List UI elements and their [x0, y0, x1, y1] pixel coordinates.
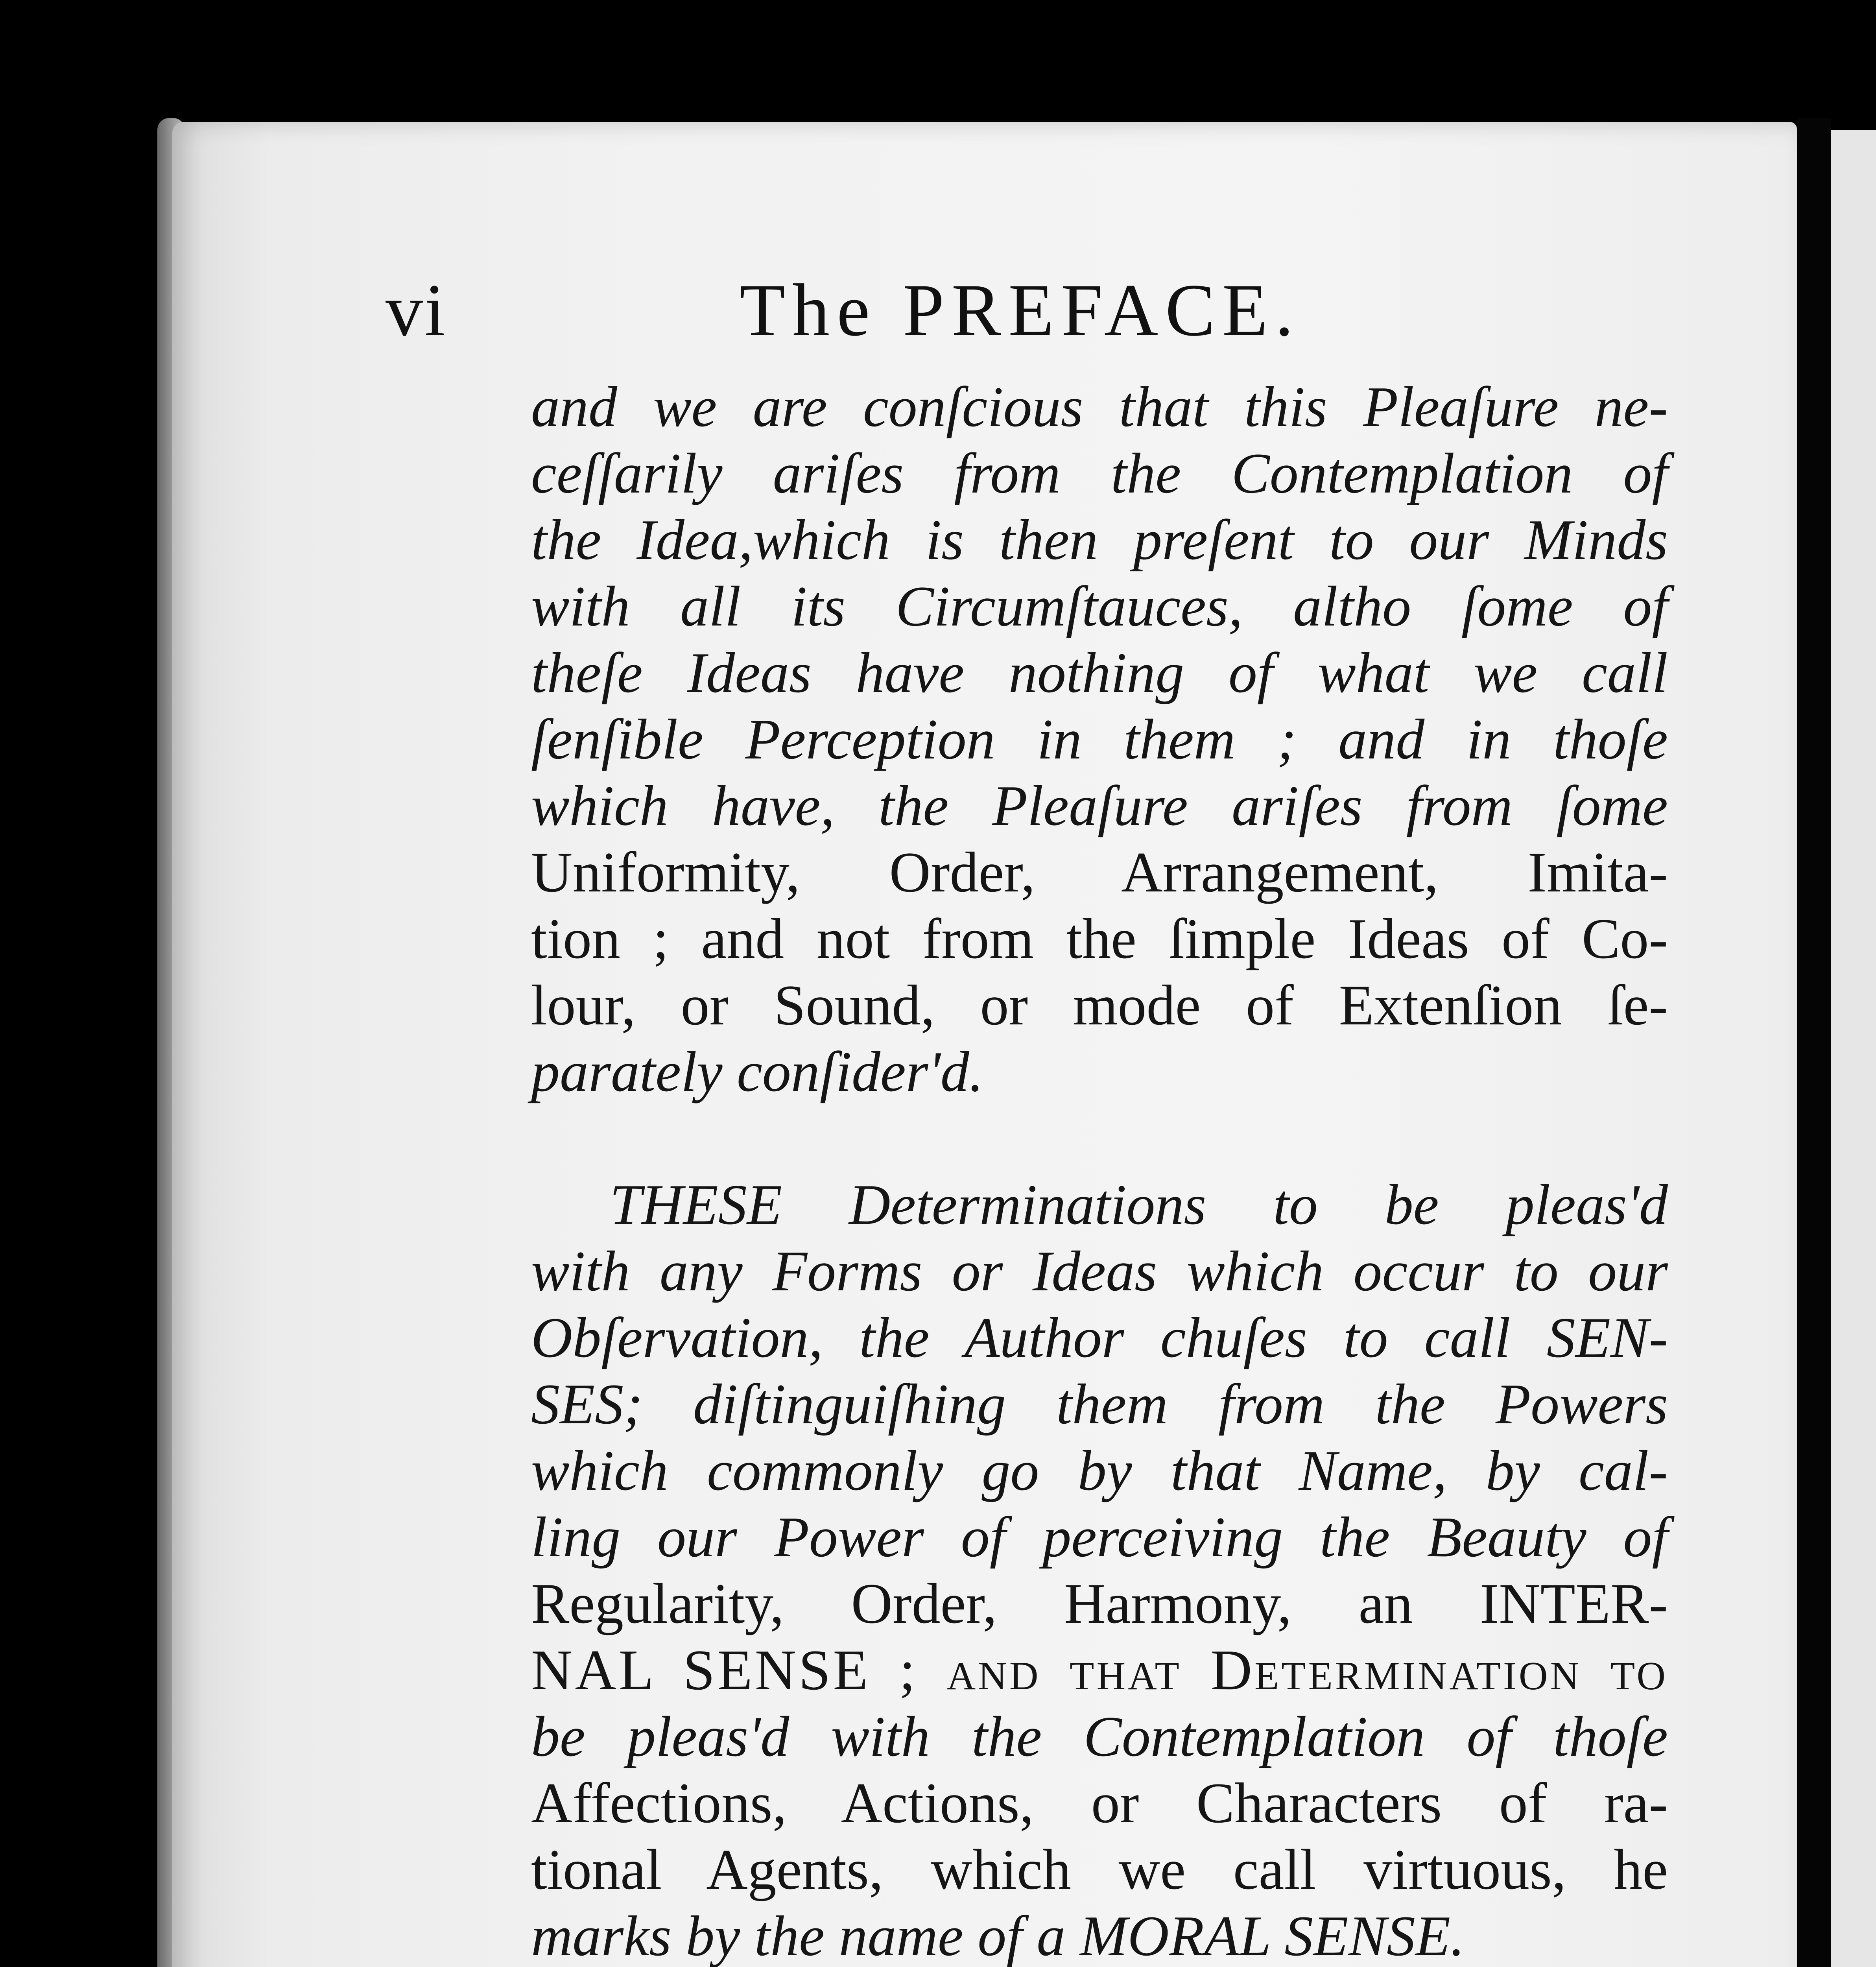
text-line: theſe Ideas have nothing of what we call: [531, 641, 1668, 705]
text-line: lour, or Sound, or mode of Extenſion ſe-: [531, 973, 1668, 1037]
text-line: tion ; and not from the ſimple Ideas of Co-: [531, 907, 1668, 971]
text-line: ſenſible Perception in them ; and in thoſe: [531, 707, 1668, 771]
page-header: [0, 268, 1876, 362]
text-line: the Idea,which is then preſent to our Minds: [531, 508, 1668, 572]
text-line: ling our Power of perceiving the Beauty of: [531, 1505, 1668, 1569]
text-line: marks by the name of a MORAL SENSE.: [531, 1904, 1465, 1967]
text-line: ceſſarily ariſes from the Contemplation of: [531, 441, 1668, 505]
paragraph-gap: [531, 1105, 1668, 1172]
paragraph-1: [531, 374, 1668, 1105]
body-text: [531, 374, 1668, 1967]
text-line: NAL SENSE ; and that Determination to: [531, 1638, 1668, 1702]
text-line: SES; diſtinguiſhing them from the Powers: [531, 1372, 1668, 1436]
text-line: tional Agents, which we call virtuous, he: [531, 1838, 1668, 1901]
running-head: The PREFACE.: [740, 269, 1301, 352]
text-line: Regularity, Order, Harmony, an INTER-: [531, 1572, 1668, 1635]
book-gutter: [1798, 118, 1831, 1967]
text-line: which have, the Pleaſure ariſes from ſome: [531, 774, 1668, 838]
text-line: Affections, Actions, or Characters of ra-: [531, 1771, 1668, 1835]
text-line: which commonly go by that Name, by cal-: [531, 1439, 1668, 1502]
text-line: with any Forms or Ideas which occur to our: [531, 1239, 1668, 1303]
text-line: parately conſider'd.: [531, 1040, 984, 1103]
text-line: with all its Circumſtauces, altho ſome of: [531, 574, 1668, 638]
page-number: vi: [386, 269, 447, 352]
paragraph-2: [531, 1172, 1668, 1967]
text-line: be pleas'd with the Contemplation of thoſe: [531, 1705, 1668, 1768]
text-line: Uniformity, Order, Arrangement, Imita-: [531, 840, 1668, 904]
text-line: Obſervation, the Author chuſes to call SEN-: [531, 1306, 1668, 1369]
text-line: THESE Determinations to be pleas'd: [610, 1173, 1668, 1236]
facing-page-edge: [1831, 130, 1876, 1967]
text-line: and we are conſcious that this Pleaſure ne-: [531, 375, 1668, 439]
